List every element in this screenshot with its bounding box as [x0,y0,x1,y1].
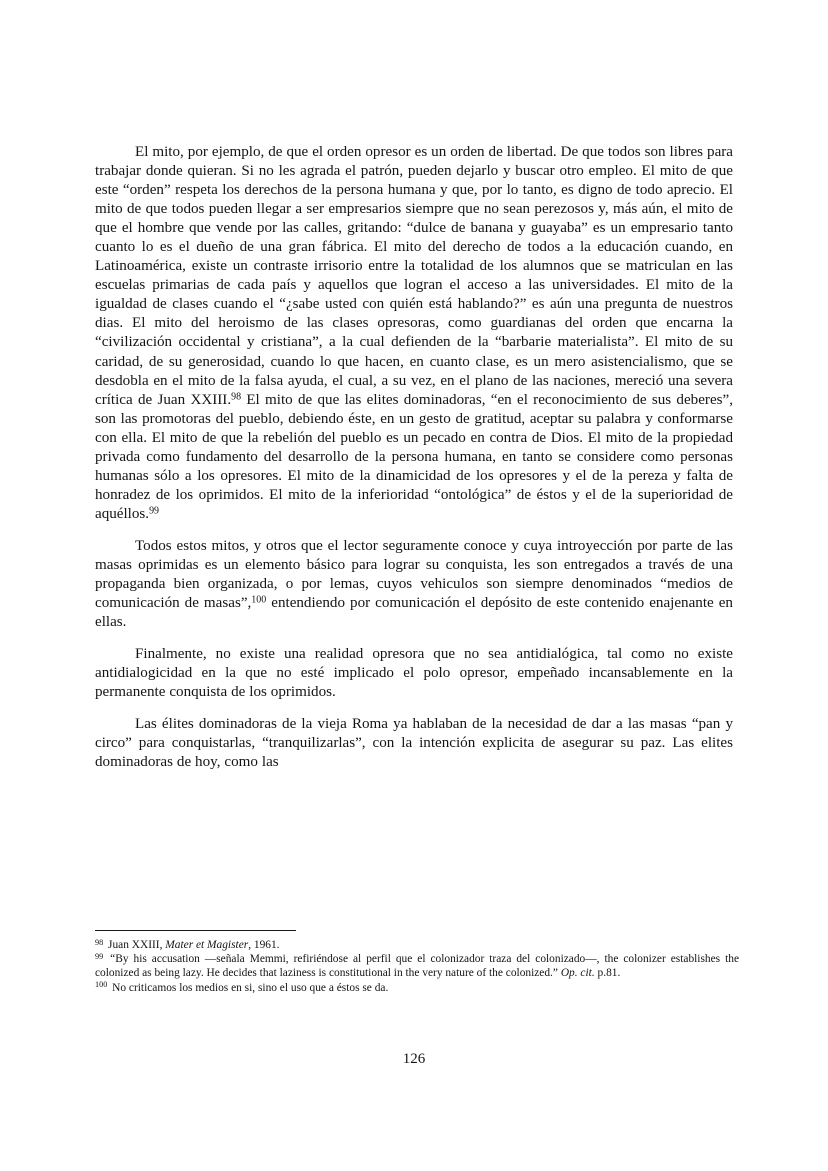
paragraph-1-continuation: El mito de que las elites dominadoras, “en el reconocimiento de sus deberes”, son las promotoras del pueblo, debiendo éste, en un gesto de gratitud, aceptar su palabra y conformarse con ella. El mito de que la rebelión del pueblo es un pecado en contra de Dios. El mito de la propiedad privada como fundamento del desarrollo de la persona humana, en tanto se considere como personas humanas sólo a los opresores. El mito de la dinamicidad de los opresores y el de la pereza y falta de honradez de los oprimidos. El mito de la inferioridad “ontológica” de éstos y el de la superioridad de aquéllos. [95,391,733,522]
footnote-99 [95,952,739,980]
footnote-100 [95,981,739,995]
footnote-100-text-before: No criticamos los medios en si, sino el uso que a éstos se da. [109,981,389,994]
paragraph-4: Las élites dominadoras de la vieja Roma ya hablaban de la necesidad de dar a las masas “pan y circo” para conquistarlas, “tranquilizarlas”, con la intención explicita de asegurar su paz. Las elites dominadoras de hoy, como las [95,716,733,771]
footnote-99-marker: 99 [95,951,104,961]
footnote-98-text-after: , 1961. [248,939,280,951]
footnote-98-marker: 98 [95,937,104,947]
paragraph-1-text: El mito, por ejemplo, de que el orden opresor es un orden de libertad. De que todos son libres para trabajar donde quieran. Si no les agrada el patrón, pueden dejarlo y buscar otro empleo. El mito de que este “orden” respeta los derechos de la persona humana y que, por lo tanto, es digno de todo aprecio. El mito de que todos pueden llegar a ser empresarios siempre que no sean perezosos y, más aún, el mito de que el hombre que vende por las calles, gritando: “dulce de banana y guayaba” es un empresario tanto cuanto lo es el dueño de una gran fábrica. El mito del derecho de todos a la educación cuando, en Latinoamérica, existe un contraste irrisorio entre la totalidad de los alumnos que se matriculan en las escuelas primarias de cada país y aquellos que logran el acceso a las universidades. El mito de la igualdad de clases cuando el “¿sabe usted con quién está hablando?” es aún una pregunta de nuestros dias. El mito del heroismo de las clases opresoras, como guardianas del orden que encarna la “civilización occidental y cristiana”, a la cual defienden de la “barbarie materialista”. El mito de su caridad, de su generosidad, cuando lo que hacen, en cuanto clase, es un mero asistencialismo, que se desdobla en el mito de la falsa ayuda, el cual, a su vez, en el plano de las naciones, mereció una severa crítica de Juan XXIII. [95,144,733,408]
footnote-98-title: Mater et Magister [165,939,249,951]
footnote-ref-98[interactable]: 98 [231,391,242,403]
footnote-ref-99[interactable]: 99 [149,505,160,517]
paragraph-2 [95,537,733,632]
footnote-99-text-before: “By his accusation —señala Memmi, refiriéndose al perfil que el colonizador traza del colonizado—, the colonizer establishes the colonized as being lazy. He decides that laziness is constitutional in the very nature of the colonized.” [95,953,739,980]
body-text-block [95,143,733,772]
paragraph-2-continuation: entendiendo por comunicación el depósito de este contenido enajenante en ellas. [95,595,733,631]
page-number: 126 [402,1051,426,1067]
footnote-100-marker: 100 [95,980,108,990]
footnote-99-citation: Op. cit. [560,967,595,980]
footnote-98-text-before: Juan XXIII, [105,939,166,951]
footnote-ref-100[interactable]: 100 [251,594,267,606]
paragraph-1 [95,143,733,524]
paragraph-3: Finalmente, no existe una realidad opresora que no sea antidialógica, tal como no existe antidialogicidad en la que no esté implicado el polo opresor, empeñado incansablemente en la permanente conquista de los oprimidos. [95,646,733,701]
footnote-separator-rule [95,930,296,931]
paragraph-2-text: Todos estos mitos, y otros que el lector seguramente conoce y cuya introyección por parte de las masas oprimidas es un elemento básico para lograr su conquista, les son entregados a través de una propaganda bien organizada, o por lemas, cuyos vehiculos son siempre denominados “medios de comunicación de masas”, [95,537,733,612]
footnote-98 [95,938,739,952]
footnote-99-text-after: p.81. [594,967,621,980]
footnotes-section [95,930,739,995]
